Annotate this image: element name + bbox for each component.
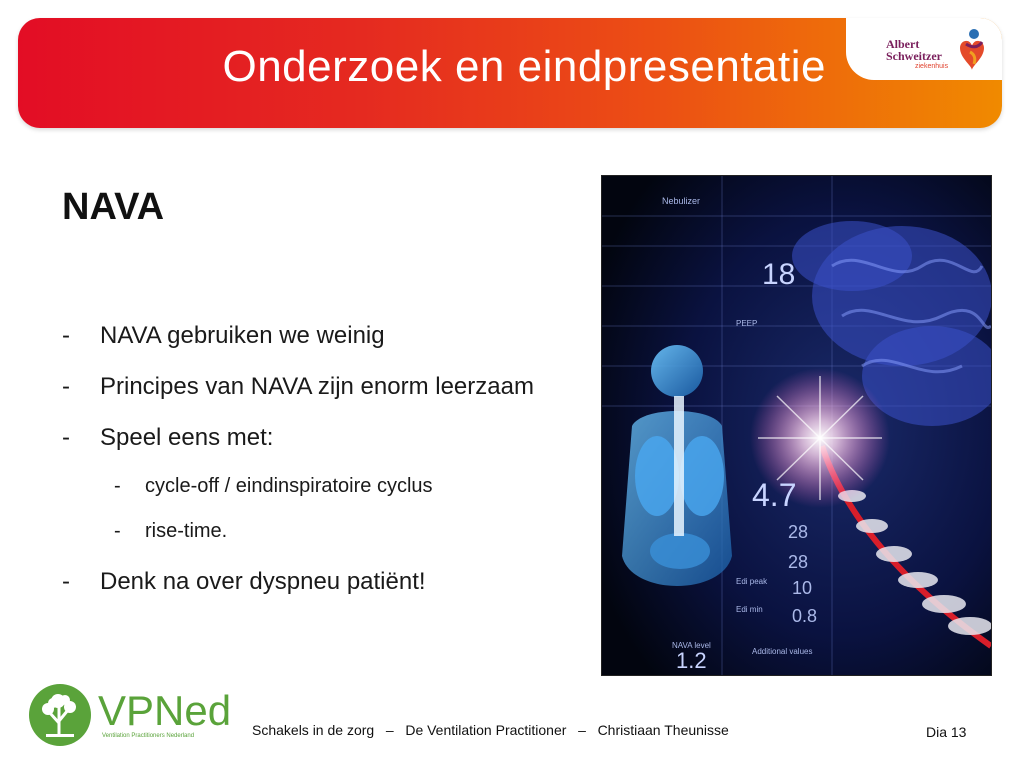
slide-title: Onderzoek en eindpresentatie	[222, 42, 826, 91]
bullet-text: Principes van NAVA zijn enorm leerzaam	[100, 373, 534, 400]
reading-label: NAVA level	[672, 641, 711, 650]
logo-line-1: Albert	[886, 37, 920, 51]
bullet-text: cycle-off / eindinspiratoire cyclus	[145, 475, 433, 497]
logo-line-3: ziekenhuis	[915, 63, 949, 70]
bullet-text: Speel eens met:	[100, 424, 274, 451]
nava-illustration	[601, 175, 992, 676]
albert-schweitzer-logo	[846, 18, 1002, 80]
reading-value: 0.8	[792, 606, 818, 626]
bullet-dash: -	[62, 373, 70, 400]
bullet-dash: -	[62, 322, 70, 349]
reading-label: Nebulizer	[662, 196, 701, 206]
reading-value: 18	[762, 258, 796, 291]
footer-separator: –	[385, 722, 394, 738]
reading-value: 28	[788, 522, 809, 542]
reading-label: PEEP	[736, 319, 758, 328]
bullet-dash: -	[62, 424, 70, 451]
footer-text	[252, 722, 729, 738]
reading-label: Additional values	[752, 647, 813, 656]
bullet-dash: -	[62, 568, 70, 595]
slide-number: Dia 13	[926, 724, 967, 740]
bullet-dash: -	[114, 475, 121, 497]
bullet-text: NAVA gebruiken we weinig	[100, 322, 385, 349]
header-banner	[18, 18, 1002, 128]
footer-separator: –	[578, 722, 586, 738]
footer-part-3: Christiaan Theunisse	[597, 722, 729, 738]
bullet-text: rise-time.	[145, 520, 228, 542]
logo-text	[886, 38, 942, 62]
footer-part-2: De Ventilation Practitioner	[405, 722, 567, 738]
bullet-text: Denk na over dyspneu patiënt!	[100, 568, 426, 595]
vpned-logo	[28, 683, 232, 749]
reading-value: 10	[792, 578, 813, 598]
section-title: NAVA	[62, 186, 165, 228]
reading-label: Edi min	[736, 605, 763, 614]
reading-label: Edi peak	[736, 577, 768, 586]
nava-illustration-svg	[602, 176, 991, 675]
reading-value: 28	[788, 552, 809, 572]
heart-figure-icon	[952, 26, 988, 74]
reading-value: 4.7	[752, 477, 797, 513]
logo-line-2: Schweitzer	[886, 49, 942, 63]
vpned-name: VPNed	[98, 687, 232, 734]
footer-part-1: Schakels in de zorg	[252, 722, 375, 738]
vpned-tagline: Ventilation Practitioners Nederland	[102, 733, 195, 739]
bullet-dash: -	[114, 520, 121, 542]
reading-value: 1.2	[676, 648, 707, 673]
